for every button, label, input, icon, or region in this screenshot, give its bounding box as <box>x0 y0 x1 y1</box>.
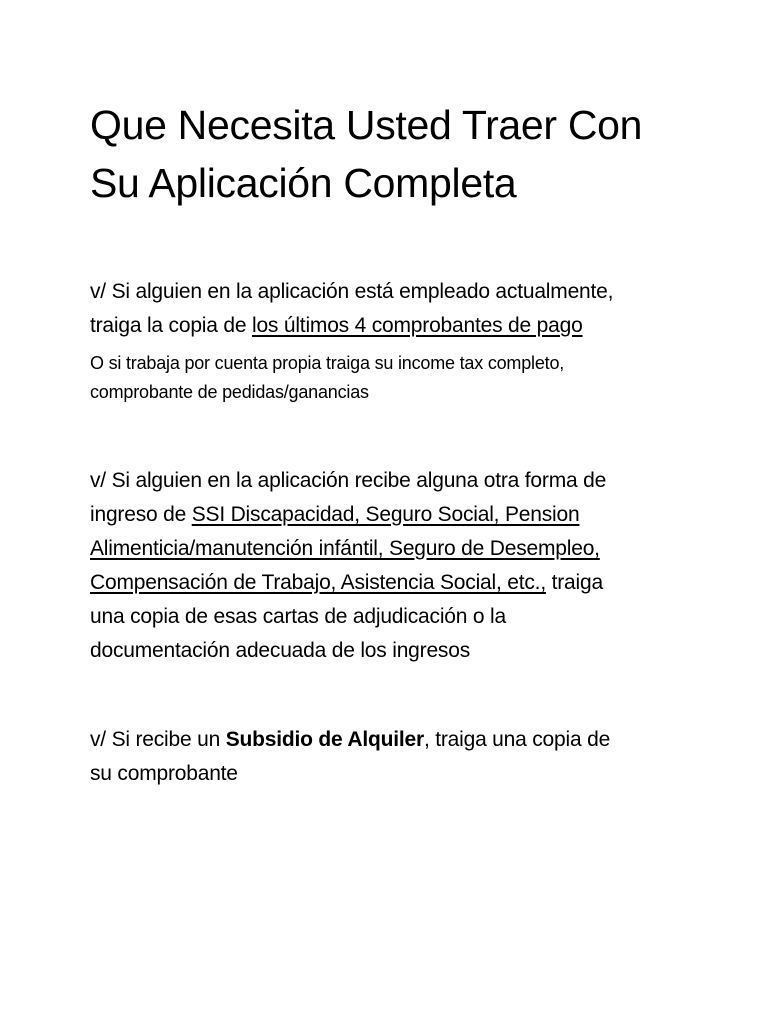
other-income-line-2-prefix: ingreso de <box>90 503 192 526</box>
rent-subsidy-line-1-prefix: v/ Si recibe un <box>90 728 226 751</box>
title-line-2: Su Aplicación Completa <box>90 160 517 206</box>
other-income-line-3-underlined: Alimenticia/manutención infántil, Seguro de Desempleo, <box>90 537 600 560</box>
other-income-line-4-suffix: traiga <box>545 571 603 594</box>
section-employed-line-2-prefix: traiga la copia de <box>90 314 252 337</box>
document-page <box>90 96 690 791</box>
rent-subsidy-bold: Subsidio de Alquiler <box>225 728 424 751</box>
section-employed-line-1: v/ Si alguien en la aplicación está empleado actualmente, <box>90 280 614 303</box>
other-income-line-4-underlined: Compensación de Trabajo, Asistencia Social, etc., <box>90 571 546 594</box>
self-employed-line-1: O si trabaja por cuenta propia traiga su income tax completo, <box>90 353 565 373</box>
rent-subsidy-line-2: su comprobante <box>90 762 238 785</box>
other-income-line-5: una copia de esas cartas de adjudicación o la <box>90 605 506 628</box>
page-title <box>90 96 690 212</box>
other-income-line-1: v/ Si alguien en la aplicación recibe alguna otra forma de <box>90 469 607 492</box>
other-income-line-6: documentación adecuada de los ingresos <box>90 639 470 662</box>
section-employed <box>90 275 690 343</box>
title-line-1: Que Necesita Usted Traer Con <box>90 102 643 148</box>
self-employed-note <box>90 349 690 407</box>
section-other-income <box>90 464 690 668</box>
rent-subsidy-line-1-suffix: , traiga una copia de <box>423 728 611 751</box>
pay-stubs-underlined: los últimos 4 comprobantes de pago <box>251 314 583 337</box>
section-rent-subsidy <box>90 723 690 791</box>
other-income-line-2-underlined: SSI Discapacidad, Seguro Social, Pension <box>191 503 580 526</box>
self-employed-line-2: comprobante de pedidas/ganancias <box>90 382 369 402</box>
